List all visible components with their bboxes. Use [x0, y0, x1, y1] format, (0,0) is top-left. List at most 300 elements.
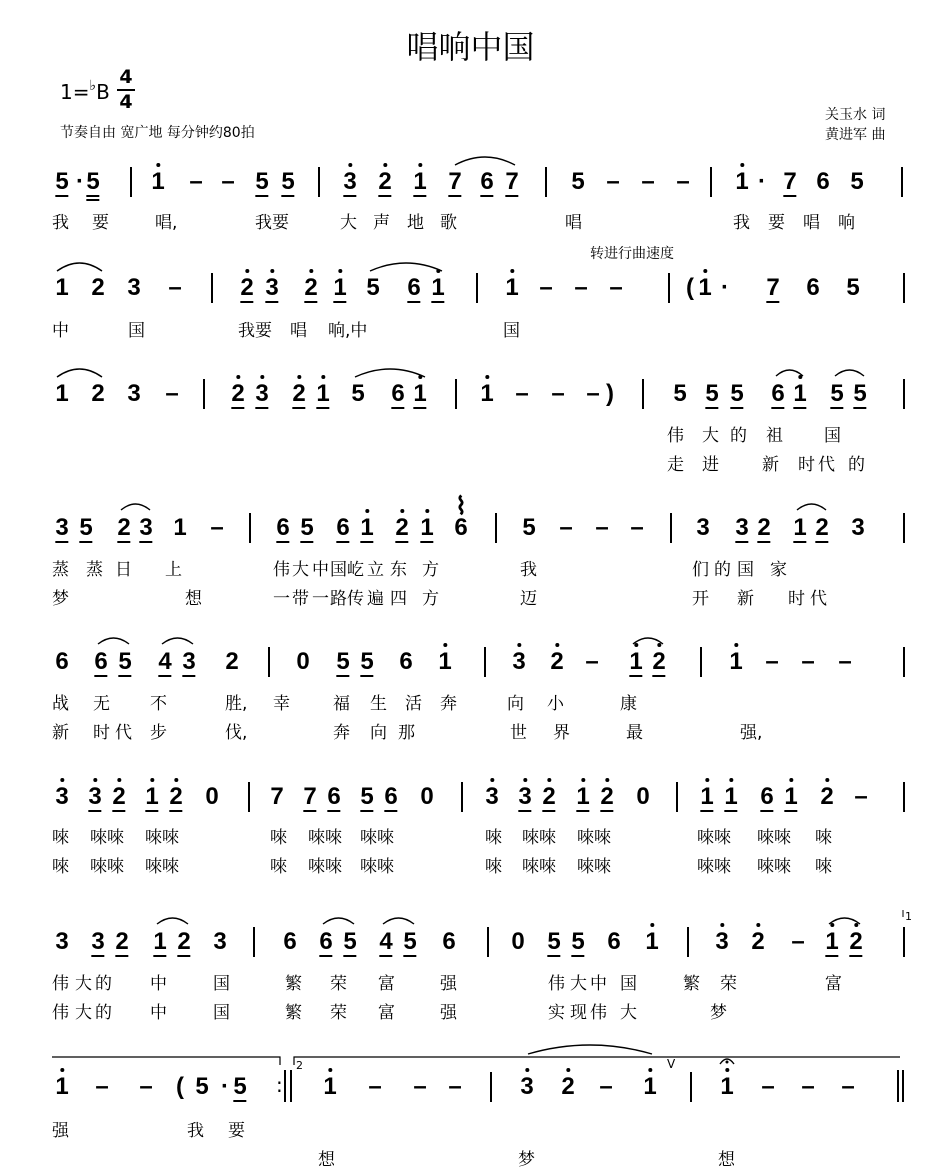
note: 1	[413, 382, 426, 406]
lyric-syllable: 唻	[815, 857, 832, 877]
note: 7	[783, 168, 797, 195]
note: 5	[336, 648, 350, 675]
lyric-syllable: 地	[407, 213, 424, 233]
note: 2	[652, 650, 665, 674]
lyric-syllable: 一	[312, 589, 329, 609]
paren-open: (	[686, 274, 694, 301]
note: 5	[850, 168, 864, 195]
lyric-syllable: 梦	[52, 589, 69, 609]
lyric-syllable: 唱,	[155, 213, 178, 233]
lyric-syllable: 我	[733, 213, 750, 233]
lyric-syllable: 大	[702, 426, 719, 446]
lyric-syllable: 唻	[485, 857, 502, 877]
note: 1	[480, 382, 493, 406]
note: –	[606, 168, 620, 195]
note: –	[585, 648, 599, 675]
slur	[323, 918, 354, 924]
lyric-syllable: 国	[128, 321, 145, 341]
note: –	[630, 514, 644, 541]
lyric-syllable: 唻唻	[522, 828, 556, 848]
slur	[98, 638, 129, 644]
note: 3	[715, 930, 728, 954]
note: 5	[360, 783, 374, 810]
note: –	[841, 1073, 855, 1100]
tempo-change-marking: 转进行曲速度	[590, 246, 674, 262]
note: 1	[735, 170, 748, 194]
note: 3	[265, 276, 278, 300]
lyric-syllable: 代	[115, 723, 132, 743]
lyric-syllable: 上	[165, 560, 182, 580]
note: 5	[55, 168, 69, 195]
note: 6	[94, 648, 108, 675]
slur	[829, 918, 860, 924]
note: 2	[231, 382, 244, 406]
note: 3	[343, 170, 356, 194]
note: 3	[139, 514, 153, 541]
lyric-syllable: 繁	[285, 974, 302, 994]
note: –	[165, 380, 179, 407]
lyric-syllable: 界	[553, 723, 570, 743]
note: 3	[518, 785, 531, 809]
mordent-mark: ⌇	[455, 493, 467, 520]
lyric-syllable: 富	[378, 1003, 395, 1023]
note: 5	[730, 380, 744, 407]
note: –	[448, 1073, 462, 1100]
lyric-syllable: 唻唻	[757, 828, 791, 848]
lyric-syllable: 蒸	[52, 560, 69, 580]
note: 2	[177, 928, 191, 955]
note: –	[801, 1073, 815, 1100]
note: –	[586, 380, 600, 407]
lyric-syllable: 不	[150, 694, 167, 714]
note: –	[765, 648, 779, 675]
note: –	[574, 274, 588, 301]
note: 5	[366, 274, 380, 301]
lyric-syllable: 时	[788, 589, 805, 609]
note: 1	[645, 930, 658, 954]
lyric-syllable: 伟	[52, 974, 69, 994]
lyric-syllable: 大	[292, 560, 309, 580]
note: 5	[522, 514, 536, 541]
lyric-syllable: 想	[185, 589, 202, 609]
lyric-syllable: 国	[824, 426, 841, 446]
note: 2	[378, 170, 391, 194]
lyric-syllable: 唻	[52, 857, 69, 877]
note: 3	[55, 785, 68, 809]
note: 4	[158, 648, 172, 675]
note: ·	[76, 168, 84, 195]
note: ·	[758, 168, 766, 195]
note: 1	[825, 930, 838, 954]
note: 2	[815, 514, 829, 541]
note: 0	[205, 783, 219, 810]
note: 1	[720, 1075, 733, 1099]
note: 0	[511, 928, 525, 955]
lyric-syllable: 梦	[518, 1150, 535, 1170]
lyric-syllable: 荣	[720, 974, 737, 994]
note: 6	[55, 648, 69, 675]
lyric-syllable: 蒸	[86, 560, 103, 580]
note: 3	[55, 514, 69, 541]
lyric-syllable: 唻唻	[577, 828, 611, 848]
lyric-syllable: 唻唻	[145, 857, 179, 877]
lyric-syllable: 我要	[255, 213, 289, 233]
slur	[455, 157, 515, 165]
lyric-syllable: 国	[737, 560, 754, 580]
slur	[633, 638, 663, 644]
note: 1	[643, 1075, 656, 1099]
lyric-syllable: 进	[702, 455, 719, 475]
note: 2	[91, 380, 105, 407]
lyric-syllable: 步	[150, 723, 167, 743]
note: 5	[571, 928, 585, 955]
note: 2	[849, 930, 862, 954]
note: –	[515, 380, 529, 407]
lyric-syllable: 那	[398, 723, 415, 743]
note: 2	[240, 276, 253, 300]
slur	[383, 918, 414, 924]
lyric-syllable: 要	[228, 1121, 245, 1141]
lyric-syllable: 唻唻	[697, 828, 731, 848]
lyric-syllable: 伐,	[225, 723, 248, 743]
lyric-syllable: 伟	[667, 426, 684, 446]
note: 5	[86, 170, 99, 194]
note: 1	[173, 514, 187, 541]
lyric-syllable: 新	[52, 723, 69, 743]
note: 1	[505, 276, 518, 300]
lyric-syllable: 国	[213, 974, 230, 994]
note: –	[95, 1073, 109, 1100]
note: 2	[292, 382, 305, 406]
note: 1	[360, 516, 373, 540]
lyric-syllable: 我	[52, 213, 69, 233]
note: 6	[391, 380, 405, 407]
lyric-syllable: 新	[737, 589, 754, 609]
note: –	[595, 514, 609, 541]
lyric-syllable: 唻	[270, 828, 287, 848]
lyric-syllable: 实	[548, 1003, 565, 1023]
lyric-syllable: 国	[620, 974, 637, 994]
note: 0	[636, 783, 650, 810]
lyric-syllable: 的	[95, 974, 112, 994]
note: 6	[336, 514, 350, 541]
note: –	[609, 274, 623, 301]
lyric-syllable: 时	[798, 455, 815, 475]
lyric-syllable: 康	[620, 694, 637, 714]
note: 1	[793, 382, 806, 406]
lyric-syllable: 繁	[285, 1003, 302, 1023]
note: 5	[830, 380, 844, 407]
song-title: 唱响中国	[406, 28, 535, 66]
note: 5	[233, 1073, 247, 1100]
lyric-syllable: 唻唻	[308, 828, 342, 848]
note: 4	[379, 928, 393, 955]
note: 0	[296, 648, 310, 675]
note: 3	[91, 928, 105, 955]
lyric-syllable: 我要	[238, 321, 272, 341]
lyric-syllable: 的	[848, 455, 865, 475]
lyric-syllable: 唻唻	[90, 857, 124, 877]
note: 7	[270, 783, 284, 810]
note: –	[539, 274, 553, 301]
lyric-syllable: 传	[347, 589, 364, 609]
slur	[528, 1045, 652, 1054]
lyric-syllable: 代	[818, 455, 835, 475]
note: (	[176, 1073, 184, 1100]
lyric-syllable: 唻唻	[145, 828, 179, 848]
lyric-syllable: 富	[825, 974, 842, 994]
lyric-syllable: 战	[52, 694, 69, 714]
lyric-syllable: 要	[92, 213, 109, 233]
note: 2	[395, 516, 408, 540]
lyric-syllable: 世	[510, 723, 527, 743]
note: 5	[118, 648, 132, 675]
note: 2	[550, 650, 563, 674]
lyric-syllable: 活	[405, 694, 422, 714]
lyric-syllable: 最	[626, 723, 643, 743]
note: 1	[413, 170, 426, 194]
note: 6	[276, 514, 290, 541]
note: 1	[698, 276, 711, 300]
paren-close: )	[606, 380, 614, 407]
note: 2	[757, 514, 771, 541]
note: 3	[696, 514, 710, 541]
lyric-syllable: 唻	[485, 828, 502, 848]
lyric-syllable: 带	[292, 589, 309, 609]
lyric-syllable: 路	[330, 589, 347, 609]
note: 1	[793, 514, 807, 541]
note: 5	[255, 168, 269, 195]
lyricist: 关玉水 词	[825, 107, 886, 123]
note: 2	[115, 928, 129, 955]
lyric-syllable: 伟	[548, 974, 565, 994]
lyric-syllable: 唱	[565, 213, 582, 233]
note: 5	[846, 274, 860, 301]
volta-2-label: 2	[296, 1059, 303, 1072]
note: 1	[153, 928, 167, 955]
note: 5	[360, 648, 374, 675]
lyric-syllable: 家	[770, 560, 787, 580]
note: 6	[283, 928, 297, 955]
lyric-syllable: 唻唻	[757, 857, 791, 877]
lyric-syllable: 富	[378, 974, 395, 994]
lyric-syllable: 方	[422, 560, 439, 580]
note: 3	[485, 785, 498, 809]
note: 6	[327, 783, 341, 810]
lyric-syllable: 响	[838, 213, 855, 233]
flat-sign: ♭	[89, 78, 97, 94]
note: 5	[343, 928, 357, 955]
note: 6	[480, 168, 494, 195]
note: 6	[607, 928, 621, 955]
lyric-syllable: 福	[333, 694, 350, 714]
note: 0	[420, 783, 434, 810]
lyric-syllable: 幸	[273, 694, 290, 714]
slur	[776, 370, 803, 376]
lyric-syllable: 唻唻	[522, 857, 556, 877]
slur	[355, 369, 425, 377]
note: 1	[729, 650, 742, 674]
lyric-syllable: 想	[318, 1150, 335, 1170]
note: 7	[303, 783, 317, 810]
note: 3	[182, 648, 196, 675]
note: 2	[112, 785, 125, 809]
lyric-syllable: 一	[273, 589, 290, 609]
lyric-syllable: 大	[570, 974, 587, 994]
note: –	[599, 1073, 613, 1100]
note: 5	[403, 928, 417, 955]
note: –	[641, 168, 655, 195]
note: 1	[55, 1075, 68, 1099]
slur	[57, 369, 102, 377]
note: 3	[55, 928, 69, 955]
note: 2	[600, 785, 613, 809]
note: 2	[751, 930, 764, 954]
lyric-syllable: 祖	[766, 426, 783, 446]
note: –	[801, 648, 815, 675]
lyric-syllable: 胜,	[225, 694, 248, 714]
volta-1-label: 1	[905, 910, 912, 923]
lyric-syllable: 新	[762, 455, 779, 475]
note: 5	[281, 168, 295, 195]
note: 1	[145, 785, 158, 809]
note: –	[413, 1073, 427, 1100]
lyric-syllable: 们	[692, 560, 709, 580]
note: 1	[151, 170, 164, 194]
lyric-syllable: 方	[422, 589, 439, 609]
lyric-syllable: 中	[312, 560, 329, 580]
composer: 黄进军 曲	[825, 127, 886, 143]
time-signature: 4 4	[117, 68, 135, 112]
lyric-syllable: 唻唻	[360, 828, 394, 848]
note: 3	[520, 1075, 533, 1099]
lyric-syllable: 日	[115, 560, 132, 580]
note: 6	[407, 274, 421, 301]
note: 5	[705, 380, 719, 407]
lyric-syllable: 伟	[273, 560, 290, 580]
lyric-syllable: 无	[93, 694, 110, 714]
note: 3	[127, 380, 141, 407]
lyric-syllable: 唱	[290, 321, 307, 341]
lyric-syllable: 向	[370, 723, 387, 743]
lyric-syllable: 中	[150, 974, 167, 994]
note: 7	[448, 168, 462, 195]
lyric-syllable: 中	[150, 1003, 167, 1023]
note: –	[551, 380, 565, 407]
note: 3	[255, 382, 268, 406]
tempo-marking: 节奏自由 宽广地 每分钟约80拍	[60, 125, 255, 141]
note: 5	[300, 514, 314, 541]
note: 3	[735, 514, 749, 541]
lyric-syllable: 我	[187, 1121, 204, 1141]
breath-mark: V	[667, 1057, 676, 1071]
lyric-syllable: 遍	[367, 589, 384, 609]
lyric-syllable: 国	[330, 560, 347, 580]
note: –	[854, 783, 868, 810]
lyric-syllable: 伟	[52, 1003, 69, 1023]
slur	[157, 918, 188, 924]
repeat-dots: :	[276, 1073, 283, 1097]
lyric-syllable: 向	[507, 694, 524, 714]
note: 2	[91, 274, 105, 301]
note: 6	[760, 783, 774, 810]
note: 1	[784, 785, 797, 809]
lyric-syllable: 唻	[270, 857, 287, 877]
note: 1	[629, 650, 642, 674]
lyric-syllable: 的	[714, 560, 731, 580]
lyric-syllable: 强	[52, 1121, 69, 1141]
lyric-syllable: 强,	[740, 723, 763, 743]
note: 3	[851, 514, 865, 541]
note: 2	[117, 514, 131, 541]
note: 1	[55, 380, 69, 407]
note: –	[368, 1073, 382, 1100]
note: 1	[55, 274, 69, 301]
lyric-syllable: 唻唻	[577, 857, 611, 877]
lyric-syllable: 四	[390, 589, 407, 609]
note: –	[189, 168, 203, 195]
lyric-syllable: 奔	[440, 694, 457, 714]
lyric-syllable: 梦	[710, 1003, 727, 1023]
lyric-syllable: 国	[503, 321, 520, 341]
slur	[121, 504, 150, 510]
note: 3	[88, 785, 101, 809]
note: 1	[724, 785, 737, 809]
lyric-syllable: 繁	[683, 974, 700, 994]
note: 1	[700, 785, 713, 809]
note: 1	[333, 276, 346, 300]
note: 5	[547, 928, 561, 955]
slur	[370, 263, 442, 271]
note: 1	[420, 516, 433, 540]
note: –	[168, 274, 182, 301]
note: –	[761, 1073, 775, 1100]
note: 7	[505, 168, 519, 195]
lyric-syllable: 时	[93, 723, 110, 743]
lyric-syllable: 强	[440, 1003, 457, 1023]
note: 2	[169, 785, 182, 809]
lyric-syllable: 国	[213, 1003, 230, 1023]
lyric-syllable: 屹	[347, 560, 364, 580]
lyric-syllable: 唻	[52, 828, 69, 848]
note: 5	[79, 514, 93, 541]
lyric-syllable: 中	[52, 321, 69, 341]
lyric-syllable: 代	[810, 589, 827, 609]
note: –	[838, 648, 852, 675]
note: 3	[213, 928, 227, 955]
key-signature: 1=♭B	[60, 78, 110, 104]
note: 5	[673, 380, 687, 407]
lyric-syllable: 强	[440, 974, 457, 994]
lyric-syllable: 唻唻	[90, 828, 124, 848]
lyric-syllable: 要	[768, 213, 785, 233]
note: 5	[351, 380, 365, 407]
note: 1	[576, 785, 589, 809]
note: 5	[853, 380, 867, 407]
note: 3	[127, 274, 141, 301]
lyric-syllable: 走	[667, 455, 684, 475]
note: 6	[454, 514, 468, 541]
note: –	[221, 168, 235, 195]
note: 6	[399, 648, 413, 675]
note: 2	[561, 1075, 574, 1099]
note: 6	[816, 168, 830, 195]
lyric-syllable: 开	[692, 589, 709, 609]
lyric-syllable: 唻唻	[308, 857, 342, 877]
lyric-syllable: 想	[718, 1150, 735, 1170]
lyric-syllable: 的	[730, 426, 747, 446]
lyric-syllable: 大	[340, 213, 357, 233]
